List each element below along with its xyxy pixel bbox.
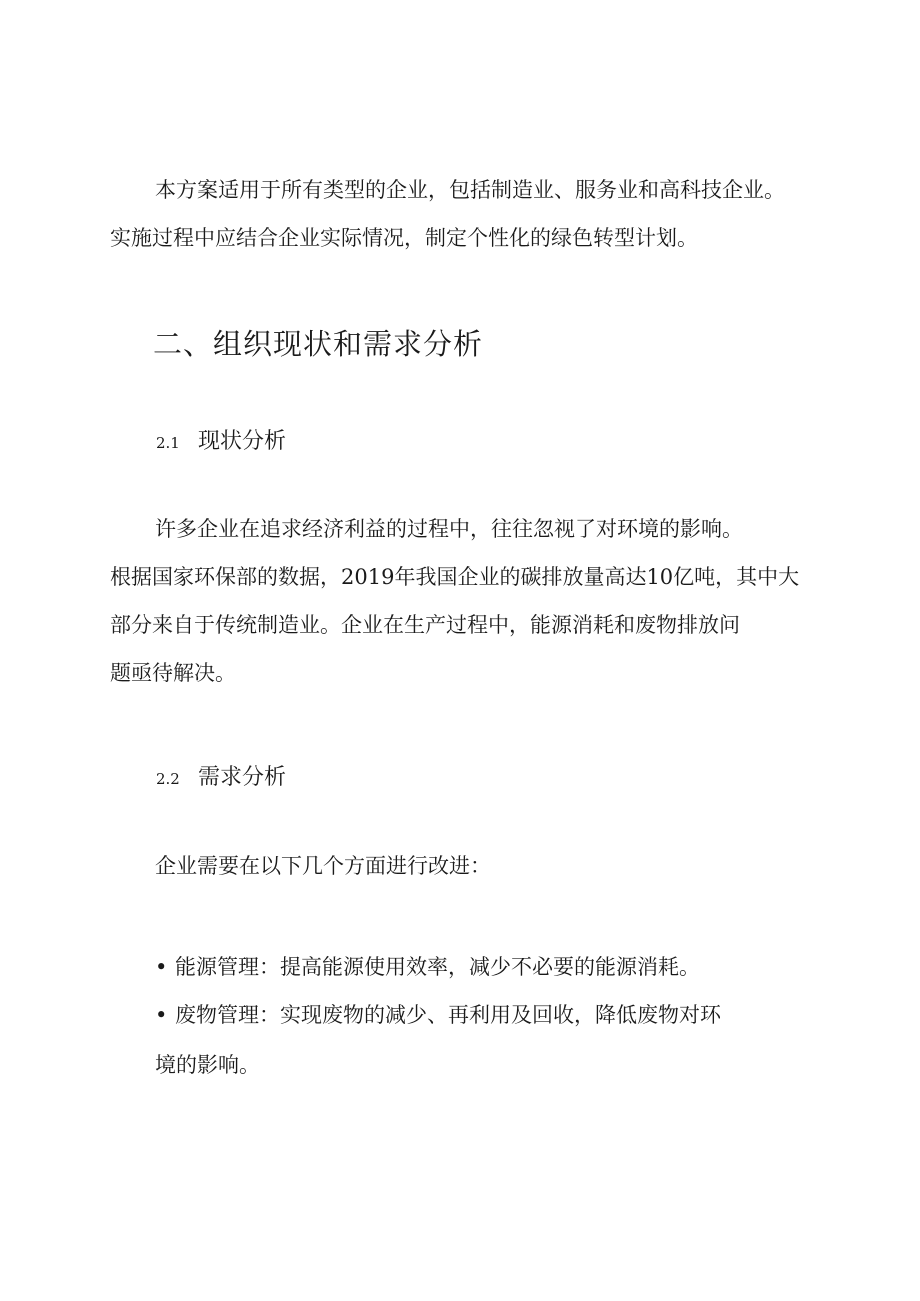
- bullet-text: 实现废物的减少、再利用及回收，降低废物对环: [280, 1003, 721, 1027]
- bullet-waste-continuation: 境的影响。: [155, 1053, 260, 1077]
- subsection-number: 2.1: [156, 434, 180, 452]
- bullet-waste-management: [155, 991, 721, 1039]
- bullet-energy-management: [155, 943, 700, 991]
- bullet-marker: •: [155, 955, 168, 979]
- bullet-term: 废物管理：: [175, 1003, 280, 1027]
- status-line-2: 根据国家环保部的数据，2019年我国企业的碳排放量高达10亿吨，其中大: [110, 565, 800, 589]
- section-heading: 二、组织现状和需求分析: [153, 327, 484, 361]
- status-line-1: 许多企业在追求经济利益的过程中，往往忽视了对环境的影响。: [155, 517, 743, 541]
- bullet-term: 能源管理：: [175, 955, 280, 979]
- needs-intro-paragraph: [110, 842, 830, 890]
- subsection-title: 现状分析: [198, 429, 287, 454]
- subsection-heading-2-2: [156, 760, 286, 791]
- status-line-4: 题亟待解决。: [110, 661, 236, 685]
- bullet-text: 提高能源使用效率，减少不必要的能源消耗。: [280, 955, 700, 979]
- subsection-title: 需求分析: [198, 765, 287, 790]
- intro-line-2: 实施过程中应结合企业实际情况，制定个性化的绿色转型计划。: [110, 226, 698, 250]
- subsection-number: 2.2: [156, 770, 180, 788]
- bullet-marker: •: [155, 1003, 168, 1027]
- status-paragraph: [110, 505, 830, 697]
- needs-intro-line: 企业需要在以下几个方面进行改进：: [155, 854, 491, 878]
- status-line-3: 部分来自于传统制造业。企业在生产过程中，能源消耗和废物排放问: [110, 613, 740, 637]
- intro-paragraph: [110, 166, 830, 262]
- subsection-heading-2-1: [156, 424, 286, 455]
- intro-line-1: 本方案适用于所有类型的企业，包括制造业、服务业和高科技企业。: [155, 178, 785, 202]
